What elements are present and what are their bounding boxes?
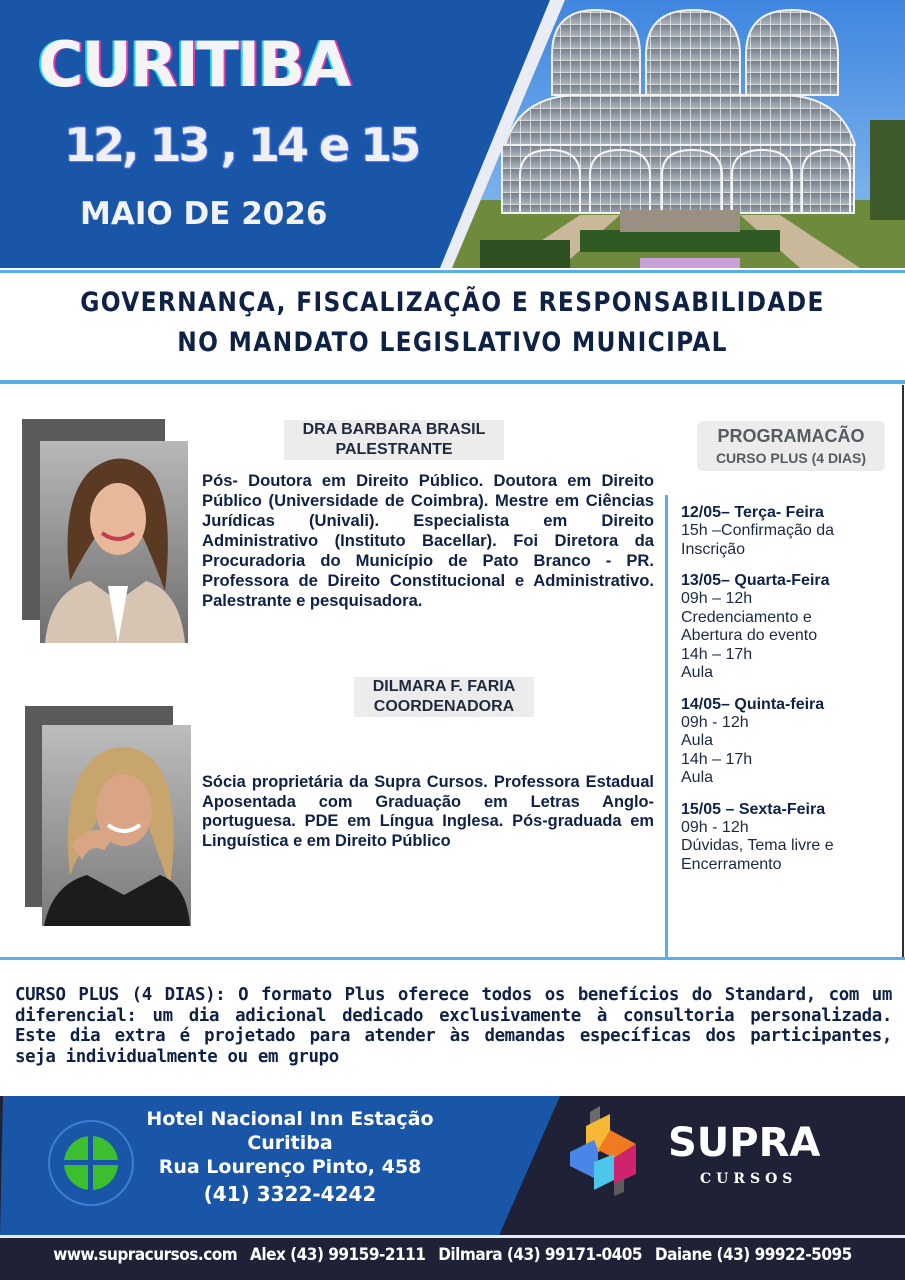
speaker-photo-barbara — [40, 441, 188, 643]
schedule-line: Inscrição — [681, 540, 746, 558]
speaker-name: DILMARA F. FARIA — [372, 678, 516, 695]
schedule-day — [681, 572, 896, 683]
schedule-right-border — [902, 385, 904, 960]
venue-name: Hotel Nacional Inn Estação — [146, 1108, 434, 1130]
schedule-left-border — [665, 495, 668, 957]
schedule-line: Aula — [681, 732, 714, 749]
event-dates: 12, 13 , 14 e 15 — [64, 118, 419, 172]
schedule-line: Encerramento — [681, 855, 782, 873]
schedule-line: Credenciamento e — [681, 608, 812, 626]
schedule-line: Dúvidas, Tema livre e — [681, 837, 834, 854]
schedule-line: 09h - 12h — [681, 818, 749, 836]
schedule-day-title: 13/05– Quarta-Feira — [681, 572, 830, 589]
schedule-line: Abertura do evento — [681, 627, 818, 644]
speaker-bio: Pós- Doutora em Direito Público. Doutora em Direito Público (Universidade de Coimbra). Mestre em Ciências Jurídicas (Univali). Especialista em Direito Administrativo (Instituto Bacellar). Foi Diretora da Procuradoria do Município de Pato Branco - PR. Professora de Direito Constitucional e Administrativo. Palestrante e pesquisadora. — [202, 471, 654, 610]
website-link[interactable]: www.supracursos.com — [53, 1245, 238, 1265]
speaker-name: DRA BARBARA BRASIL — [302, 421, 486, 438]
greenhouse-photo — [440, 0, 905, 268]
course-title-line-1: GOVERNANÇA, FISCALIZAÇÃO E RESPONSABILIDADE — [80, 287, 825, 318]
plus-course-description: CURSO PLUS (4 DIAS): O formato Plus oferece todos os benefícios do Standard, com um diferencial: um dia adicional dedicado exclusivamente à consultoria personalizada. Este dia extra é projetado para atender às demandas específicas dos participantes, seja individualmente ou em grupo — [15, 985, 892, 1067]
schedule-day — [681, 504, 896, 559]
schedule-day — [681, 801, 896, 875]
schedule-list — [681, 504, 896, 887]
schedule-line: 14h – 17h — [681, 750, 753, 768]
schedule-day-title: 14/05– Quinta-feira — [681, 695, 825, 713]
contact-phone-daiane[interactable]: Daiane (43) 99922-5095 — [654, 1245, 852, 1265]
venue-address: Rua Lourenço Pinto, 458 — [158, 1156, 422, 1178]
venue-city: Curitiba — [247, 1132, 333, 1154]
schedule-line: 09h – 12h — [681, 590, 753, 607]
venue-info — [120, 1107, 460, 1209]
schedule-line: 14h – 17h — [681, 645, 753, 663]
speaker-bio: Sócia proprietária da Supra Cursos. Professora Estadual Aposentada com Graduação em Letras Anglo-portuguesa. PDE em Língua Inglesa. Pós-graduada em Linguística e em Direito Público — [202, 773, 654, 850]
speaker-photo-dilmara — [42, 725, 191, 926]
contact-list — [0, 1245, 905, 1265]
schedule-heading — [697, 421, 885, 471]
event-month: MAIO DE 2026 — [80, 196, 328, 232]
event-city: CURITIBA — [38, 28, 350, 101]
venue-phone: (41) 3322-4242 — [203, 1182, 377, 1206]
schedule-subtitle: CURSO PLUS (4 DIAS) — [715, 450, 867, 466]
speaker-role: PALESTRANTE — [335, 441, 453, 458]
divider — [0, 957, 905, 960]
schedule-day-title: 12/05– Terça- Feira — [681, 504, 824, 521]
speaker-name-tag — [354, 677, 534, 717]
divider — [0, 380, 905, 384]
course-title — [18, 283, 887, 363]
course-title-line-2: NO MANDATO LEGISLATIVO MUNICIPAL — [177, 327, 728, 358]
contact-phone-alex[interactable]: Alex (43) 99159-2111 — [250, 1245, 426, 1265]
schedule-line: 09h - 12h — [681, 713, 749, 731]
header-banner — [0, 0, 905, 268]
brand-name: SUPRA — [668, 1120, 821, 1166]
contact-phone-dilmara[interactable]: Dilmara (43) 99171-0405 — [438, 1245, 643, 1265]
speaker-name-tag — [284, 420, 504, 460]
supra-cube-logo — [568, 1104, 640, 1196]
schedule-line: Aula — [681, 664, 714, 681]
schedule-line: Aula — [681, 769, 714, 786]
speaker-role: COORDENADORA — [373, 698, 515, 715]
divider — [0, 268, 905, 273]
schedule-line: 15h –Confirmação da — [681, 522, 834, 539]
brand-subtitle: CURSOS — [700, 1171, 798, 1187]
schedule-day — [681, 696, 896, 788]
schedule-title: PROGRAMACÃO — [717, 426, 865, 446]
schedule-day-title: 15/05 – Sexta-Feira — [681, 800, 826, 818]
